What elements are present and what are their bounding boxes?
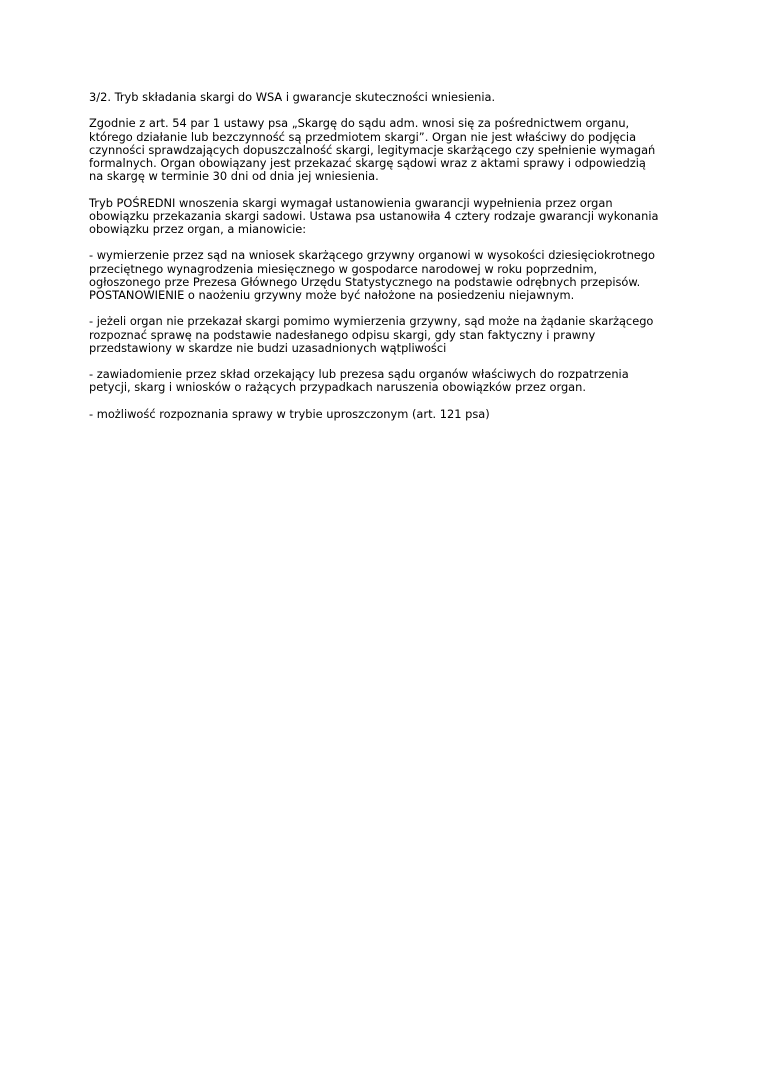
paragraph-line: przedstawiony w skardze nie budzi uzasadnionych wątpliwości <box>89 340 447 355</box>
document-heading <box>89 91 674 104</box>
paragraph-line: Zgodnie z art. 54 par 1 ustawy psa „Skargę do sądu adm. wnosi się za pośrednictwem organu, <box>89 116 630 131</box>
paragraph-line: na skargę w terminie 30 dni od dnia jej wniesienia. <box>89 169 379 184</box>
paragraph-line: rozpoznać sprawę na podstawie nadesłanego odpisu skargi, gdy stan faktyczny i prawny <box>89 327 596 342</box>
heading-line: 3/2. Tryb składania skargi do WSA i gwarancje skuteczności wniesienia. <box>89 90 496 104</box>
paragraph-line: czynności sprawdzających dopuszczalność skargi, legitymacje skarżącego czy spełnienie wymagań <box>89 142 656 157</box>
paragraph-line: - możliwość rozpoznania sprawy w trybie uproszczonym (art. 121 psa) <box>89 406 490 421</box>
paragraph-line: obowiązku przez organ, a mianowicie: <box>89 222 307 236</box>
paragraph-line: - jeżeli organ nie przekazał skargi pomimo wymierzenia grzywny, sąd może na żądanie skarżącego <box>89 314 654 329</box>
paragraph-line: którego działanie lub bezczynność są przedmiotem skargi”. Organ nie jest właściwy do podjęcia <box>89 129 637 144</box>
paragraph-line: POSTANOWIENIE o naożeniu grzywny może być nałożone na posiedzeniu niejawnym. <box>89 288 575 302</box>
paragraph-tryb-posredni <box>89 197 674 237</box>
list-item-tryb-uproszczony <box>89 408 674 421</box>
paragraph-art-54 <box>89 117 674 183</box>
paragraph-line: ogłoszonego prze Prezesa Głównego Urzędu Statystycznego na podstawie odrębnych przepisów. <box>89 274 641 289</box>
paragraph-line: formalnych. Organ obowiązany jest przekazać skargę sądowi wraz z aktami sprawy i odpowiedzią <box>89 156 646 170</box>
paragraph-line: obowiązku przekazania skargi sadowi. Ustawa psa ustanowiła 4 cztery rodzaje gwarancji wykonania <box>89 208 659 223</box>
document-body <box>89 91 674 434</box>
list-item-zawiadomienie <box>89 368 674 394</box>
paragraph-line: - zawiadomienie przez skład orzekający lub prezesa sądu organów właściwych do rozpatrzenia <box>89 367 629 382</box>
paragraph-line: - wymierzenie przez sąd na wniosek skarżącego grzywny organowi w wysokości dziesięciokrotnego <box>89 248 655 263</box>
paragraph-line: przeciętnego wynagrodzenia miesięcznego w gospodarce narodowej w roku poprzednim, <box>89 261 598 276</box>
paragraph-line: petycji, skarg i wniosków o rażących przypadkach naruszenia obowiązków przez organ. <box>89 380 586 395</box>
list-item-grzywna <box>89 249 674 302</box>
paragraph-line: Tryb POŚREDNI wnoszenia skargi wymagał ustanowienia gwarancji wypełnienia przez organ <box>89 195 613 210</box>
list-item-rozpoznanie <box>89 315 674 355</box>
